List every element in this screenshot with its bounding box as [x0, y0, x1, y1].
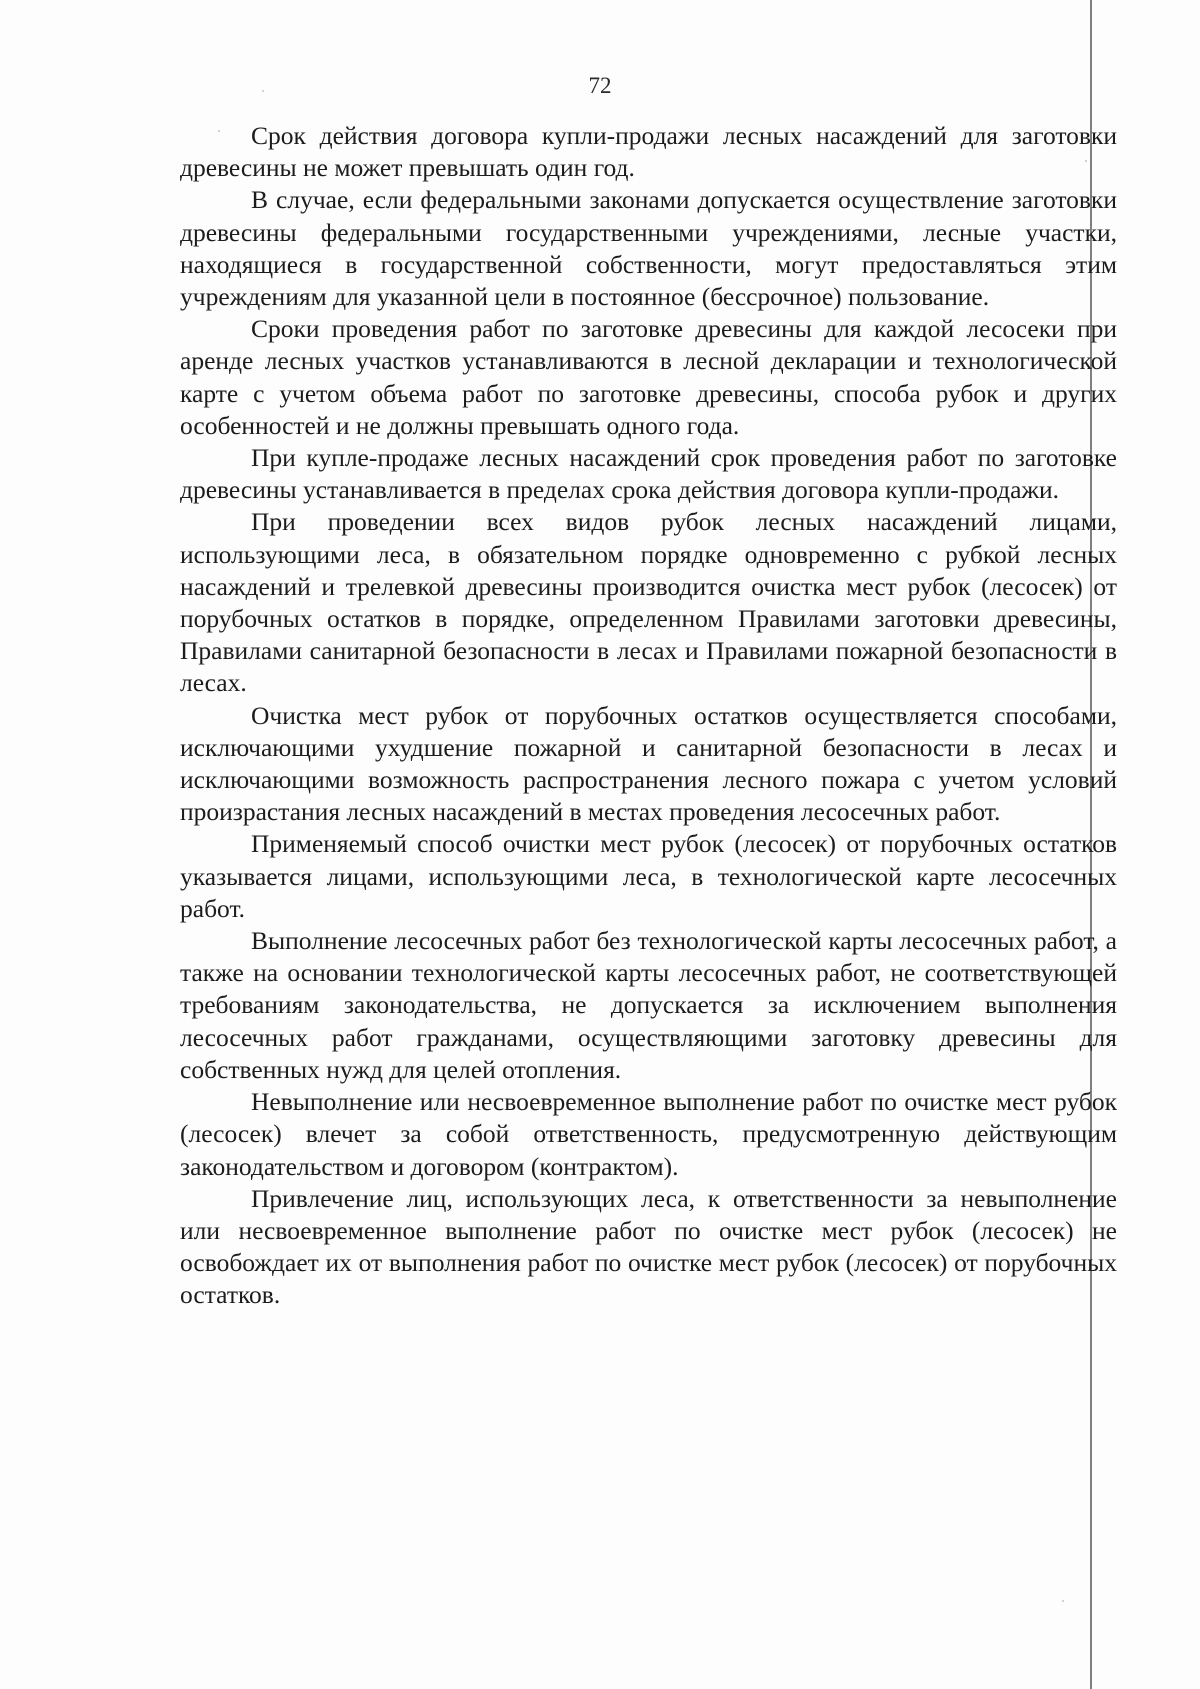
paragraph: Применяемый способ очистки мест рубок (лесосек) от порубочных остатков указывается лицами, использующими леса, в технологической карте лесосечных работ.: [180, 829, 1117, 923]
page-number: 72: [588, 73, 612, 98]
document-body: [180, 120, 1117, 1312]
paragraph: При проведении всех видов рубок лесных насаждений лицами, использующими леса, в обязательном порядке одновременно с рубкой лесных насаждений и трелевкой древесины производится очистка мест рубок (лесосек) от порубочных остатков в порядке, определенном Правилами заготовки древесины, Правилами санитарной безопасности в лесах и Правилами пожарной безопасности в лесах.: [180, 507, 1117, 698]
paragraph: Сроки проведения работ по заготовке древесины для каждой лесосеки при аренде лесных участков устанавливаются в лесной декларации и технологической карте с учетом объема работ по заготовке древесины, способа рубок и других особенностей и не должны превышать одного года.: [180, 314, 1117, 440]
paragraph: В случае, если федеральными законами допускается осуществление заготовки древесины федеральными государственными учреждениями, лесные участки, находящиеся в государственной собственности, могут предоставляться этим учреждениям для указанной цели в постоянное (бессрочное) пользование.: [180, 185, 1117, 312]
paragraph: Невыполнение или несвоевременное выполнение работ по очистке мест рубок (лесосек) влечет за собой ответственность, предусмотренную действующим законодательством и договором (контрактом).: [180, 1087, 1117, 1181]
paragraph: Привлечение лиц, использующих леса, к ответственности за невыполнение или несвоевременное выполнение работ по очистке мест рубок (лесосек) не освобождает их от выполнения работ по очистке мест рубок (лесосек) от порубочных остатков.: [180, 1183, 1117, 1310]
paragraph: Очистка мест рубок от порубочных остатков осуществляется способами, исключающими ухудшение пожарной и санитарной безопасности в лесах и исключающими возможность распространения лесного пожара с учетом условий произрастания лесных насаждений в местах проведения лесосечных работ.: [180, 700, 1117, 827]
scan-speck: [1062, 1600, 1064, 1602]
paragraph: Выполнение лесосечных работ без технологической карты лесосечных работ, а также на основании технологической карты лесосечных работ, не соответствующей требованиям законодательства, не допускается за исключением выполнения лесосечных работ гражданами, осуществляющими заготовку древесины для собственных нужд для целей отопления.: [180, 926, 1117, 1084]
paragraph: Срок действия договора купли-продажи лесных насаждений для заготовки древесины не может превышать один год.: [180, 121, 1117, 183]
paragraph: При купле-продаже лесных насаждений срок проведения работ по заготовке древесины устанавливается в пределах срока действия договора купли-продажи.: [180, 443, 1117, 505]
